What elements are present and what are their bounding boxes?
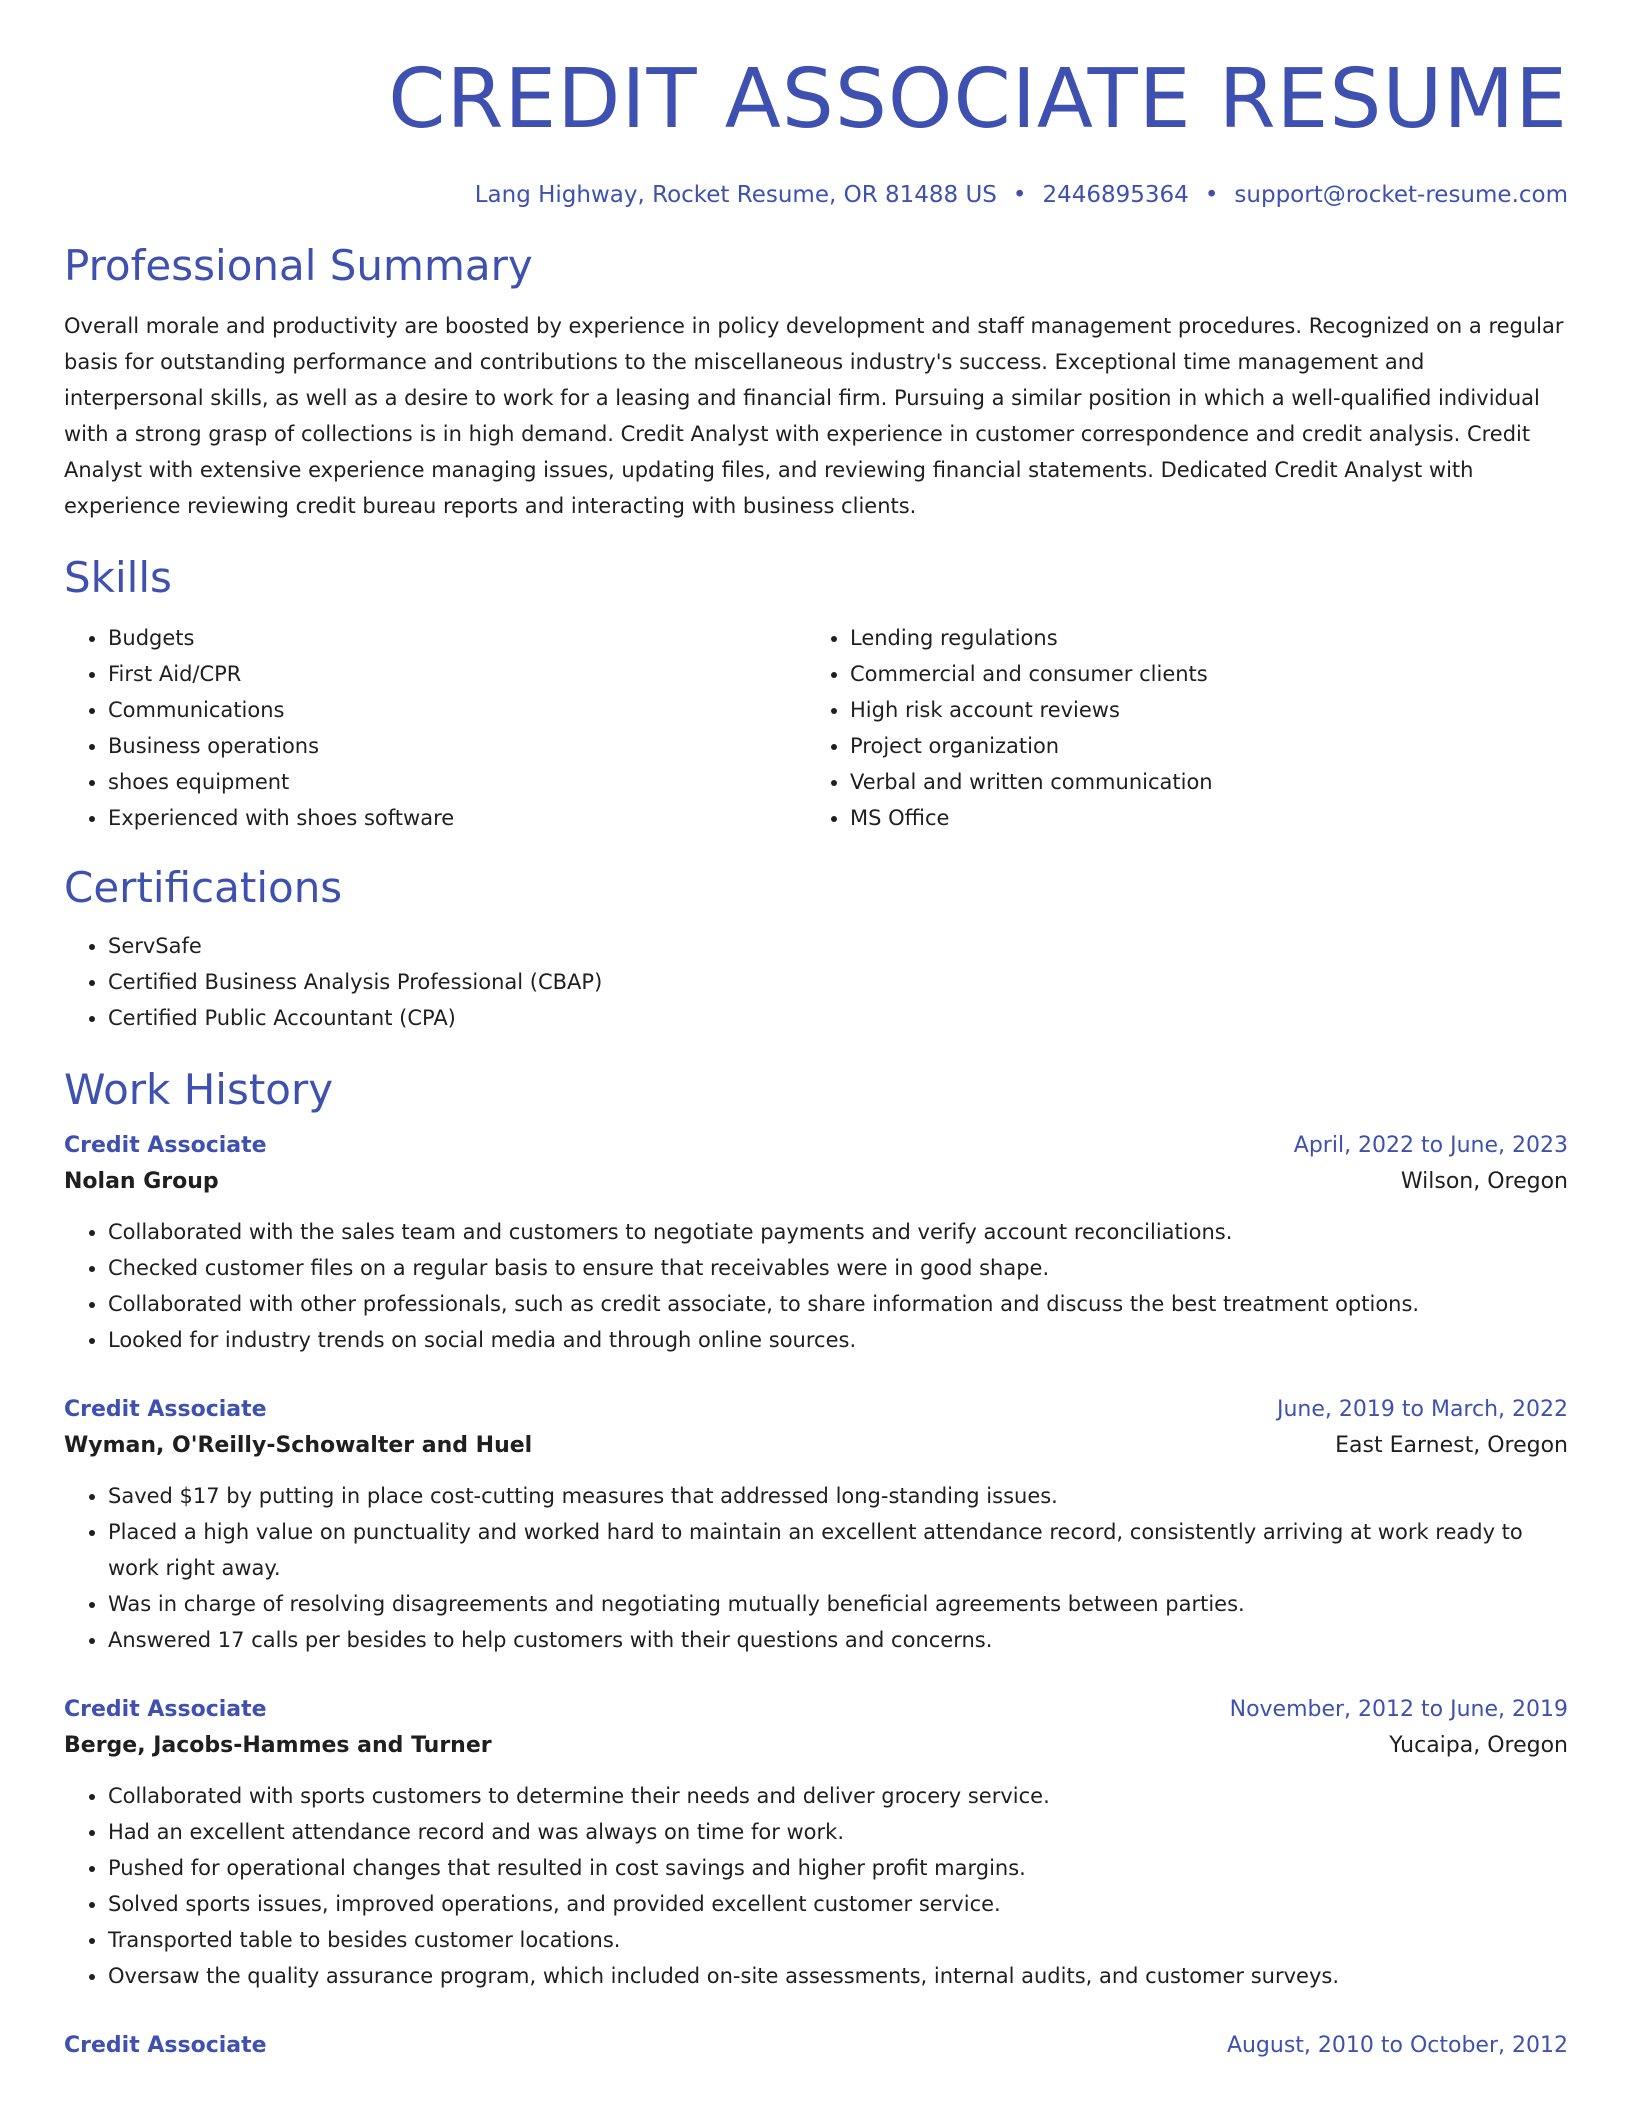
skills-section [64,552,1568,836]
job-header-row [64,1692,1568,1728]
skill-item: • Lending regulations [850,620,1548,656]
job-employer-row [64,1164,1568,1200]
job-location: Wilson, Oregon [1400,1169,1568,1194]
skills-grid [64,620,1568,836]
job-bullet: • Collaborated with the sales team and customers to negotiate payments and verify account reconciliations. [108,1214,1568,1250]
job-title: Credit Associate [64,2033,267,2058]
job-bullet: • Transported table to besides customer locations. [108,1922,1568,1958]
job-dates: August, 2010 to October, 2012 [1226,2033,1568,2058]
skill-item: • Budgets [108,620,806,656]
certification-item: • ServSafe [108,928,1568,964]
skill-item: • High risk account reviews [850,692,1548,728]
job-title: Credit Associate [64,1397,267,1422]
job-dates: April, 2022 to June, 2023 [1293,1133,1568,1158]
skill-item: • Business operations [108,728,806,764]
job-bullet: • Looked for industry trends on social media and through online sources. [108,1322,1568,1358]
resume-header [64,52,1568,210]
job-bullets [64,1478,1568,1658]
resume-title: CREDIT ASSOCIATE RESUME [388,52,1568,147]
job-dates: November, 2012 to June, 2019 [1229,1697,1568,1722]
contact-separator: • [1012,182,1027,208]
skill-item: • First Aid/CPR [108,656,806,692]
job-bullet: • Collaborated with sports customers to determine their needs and deliver grocery service. [108,1778,1568,1814]
summary-section [64,240,1568,524]
certification-item: • Certified Business Analysis Professional (CBAP) [108,964,1568,1000]
job-employer-row [64,1728,1568,1764]
skill-item: • shoes equipment [108,764,806,800]
certifications-list [64,928,1568,1036]
job-header-row [64,1392,1568,1428]
job-bullet: • Pushed for operational changes that resulted in cost savings and higher profit margins. [108,1850,1568,1886]
job-bullet: • Solved sports issues, improved operations, and provided excellent customer service. [108,1886,1568,1922]
job-bullet: • Had an excellent attendance record and was always on time for work. [108,1814,1568,1850]
job-bullet: • Saved $17 by putting in place cost-cutting measures that addressed long-standing issues. [108,1478,1568,1514]
job-entry [64,1692,1568,1994]
job-location: East Earnest, Oregon [1335,1433,1568,1458]
work-history-heading: Work History [64,1065,334,1114]
contact-separator: • [1204,182,1219,208]
contact-address: Lang Highway, Rocket Resume, OR 81488 US [474,182,997,208]
skill-item: • Experienced with shoes software [108,800,806,836]
job-entry [64,2028,1568,2064]
certification-item: • Certified Public Accountant (CPA) [108,1000,1568,1036]
job-company: Berge, Jacobs-Hammes and Turner [64,1733,492,1758]
certifications-section [64,862,1568,1036]
job-bullets [64,1778,1568,1994]
job-bullet: • Placed a high value on punctuality and worked hard to maintain an excellent attendance record, consistently arriving at work ready to work right away. [108,1514,1568,1586]
skills-heading: Skills [64,553,172,602]
summary-text: Overall morale and productivity are boosted by experience in policy development and staff management procedures. Recognized on a regular basis for outstanding performance and contributions to the miscellaneous industry's success. Exceptional time management and interpersonal skills, as well as a desire to work for a leasing and financial firm. Pursuing a similar position in which a well-qualified individual with a strong grasp of collections is in high demand. Credit Analyst with experience in customer correspondence and credit analysis. Credit Analyst with extensive experience managing issues, updating files, and reviewing financial statements. Dedicated Credit Analyst with experience reviewing credit bureau reports and interacting with business clients. [64,314,1564,518]
job-dates: June, 2019 to March, 2022 [1277,1397,1568,1422]
skill-item: • Verbal and written communication [850,764,1548,800]
skill-item: • MS Office [850,800,1548,836]
job-entry [64,1392,1568,1658]
job-entry [64,1128,1568,1358]
job-bullet: • Oversaw the quality assurance program, which included on-site assessments, internal audits, and customer surveys. [108,1958,1568,1994]
skill-item: • Project organization [850,728,1548,764]
certifications-heading: Certifications [64,863,343,912]
skills-list-left [64,620,806,836]
skill-item: • Commercial and consumer clients [850,656,1548,692]
skills-list-right [806,620,1548,836]
contact-phone: 2446895364 [1042,182,1189,208]
job-title: Credit Associate [64,1133,267,1158]
job-bullet: • Was in charge of resolving disagreements and negotiating mutually beneficial agreements between parties. [108,1586,1568,1622]
summary-heading: Professional Summary [64,241,533,290]
job-bullet: • Checked customer files on a regular basis to ensure that receivables were in good shape. [108,1250,1568,1286]
job-title: Credit Associate [64,1697,267,1722]
job-bullets [64,1214,1568,1358]
skill-item: • Communications [108,692,806,728]
contact-line [64,180,1568,210]
job-bullet: • Answered 17 calls per besides to help customers with their questions and concerns. [108,1622,1568,1658]
job-company: Wyman, O'Reilly-Schowalter and Huel [64,1433,533,1458]
work-history-section [64,1064,1568,2064]
job-employer-row [64,1428,1568,1464]
contact-email: support@rocket-resume.com [1234,182,1568,208]
job-location: Yucaipa, Oregon [1389,1733,1568,1758]
job-header-row [64,1128,1568,1164]
job-company: Nolan Group [64,1169,219,1194]
job-header-row [64,2028,1568,2064]
job-bullet: • Collaborated with other professionals, such as credit associate, to share information and discuss the best treatment options. [108,1286,1568,1322]
